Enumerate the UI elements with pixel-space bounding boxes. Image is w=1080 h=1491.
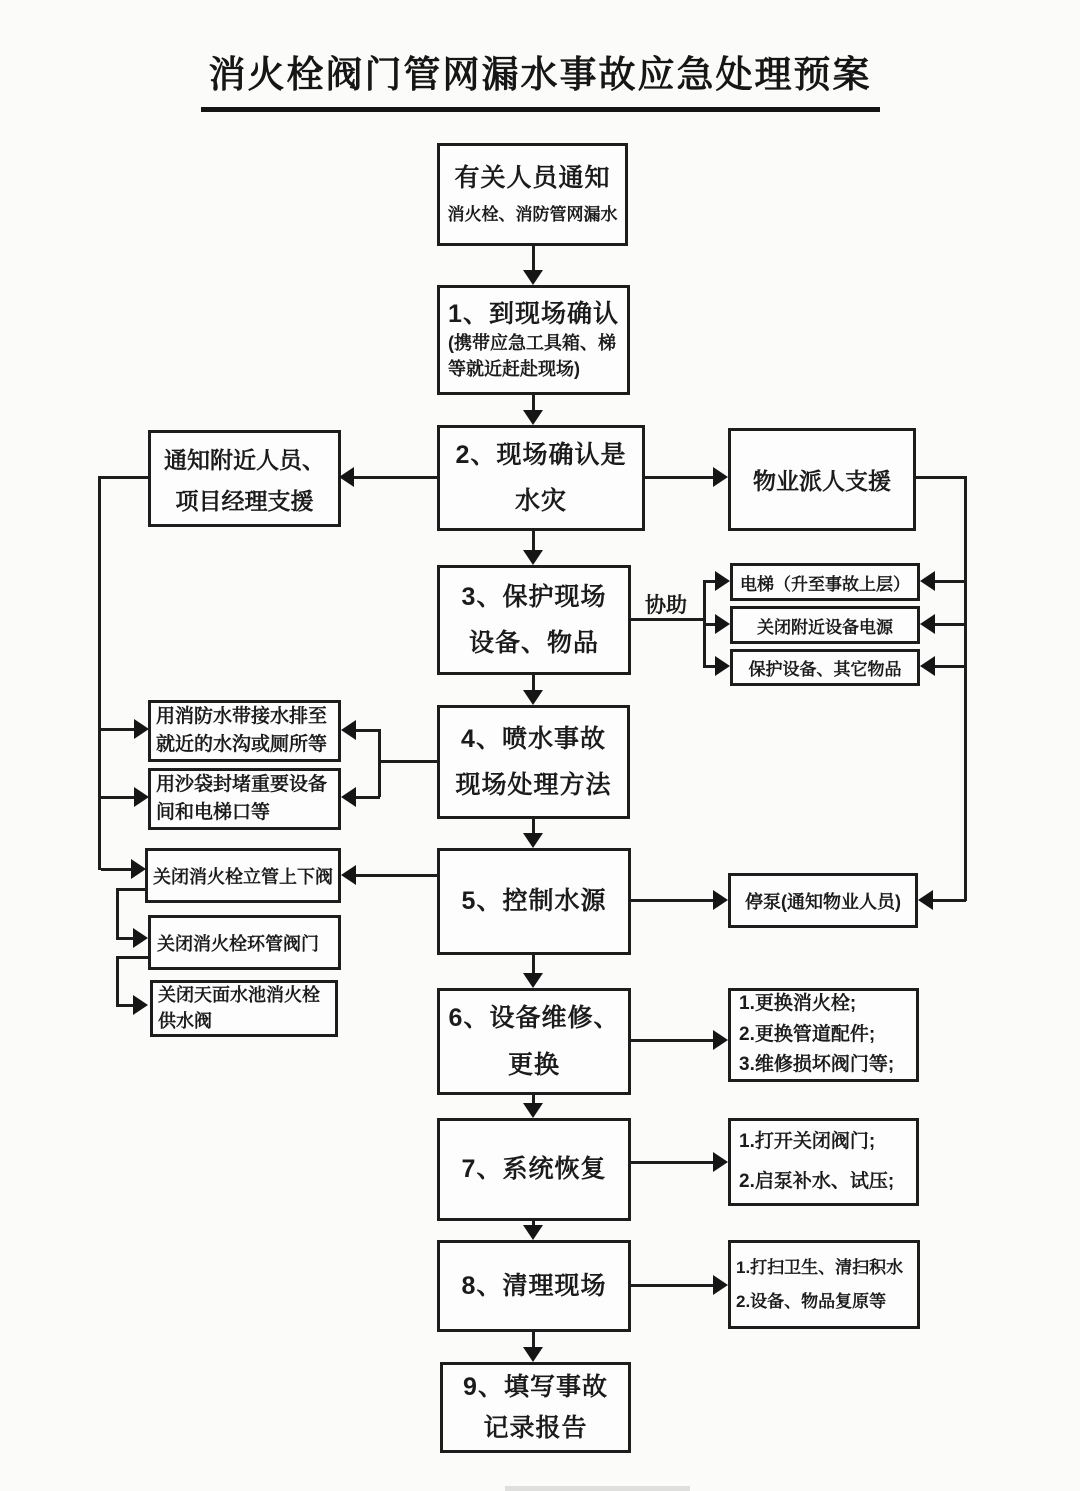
arrowhead-protect-left [715,656,730,676]
node-step4 [437,705,630,819]
node-close-riser-text: 关闭消火栓立管上下阀 [153,866,333,887]
rail-branch-power [935,623,966,626]
branch-hose-drain [356,729,380,732]
node-close-riser [145,848,341,903]
arrowhead-step7 [523,1103,543,1118]
repair-item-1: 1.更换消火栓; [739,993,857,1015]
node-step9 [440,1362,631,1453]
arrowhead-property [713,467,728,487]
node-step7 [437,1118,631,1221]
connector-step6-repair [631,1039,714,1042]
node-restore-list [728,1118,919,1206]
node-property-support-text: 物业派人支援 [753,468,891,494]
bottom-faint-bar [505,1486,690,1491]
node-notify [437,143,628,246]
node-close-roof-text: 关闭天面水池消火栓供水阀 [158,985,320,1031]
node-protect-items-text: 保护设备、其它物品 [748,660,902,679]
arrowhead-restore [713,1152,728,1172]
node-notify-line2: 消火栓、消防管网漏水 [447,204,618,224]
arrowhead-step2 [523,410,543,425]
arrowhead-elevator-left [715,571,730,591]
rail-branch-elevator [935,580,966,583]
node-step4-line2: 现场处理方法 [455,771,612,799]
node-close-ring-text: 关闭消火栓环管阀门 [157,933,319,954]
node-step6 [437,988,631,1095]
rail-branch-close-riser [101,868,131,871]
node-step8 [437,1240,631,1332]
elbow-a-vertical [116,888,119,940]
node-stop-pump-text: 停泵(通知物业人员) [745,891,901,912]
node-close-ring [148,915,341,970]
arrowhead-stop-pump-right [918,890,933,910]
arrowhead-close-riser [341,865,356,885]
node-elevator [730,563,920,601]
arrowhead-close-roof [133,995,148,1015]
rail-property-top [916,476,967,479]
connector-step7-restore [631,1161,714,1164]
arrowhead-step9 [523,1347,543,1362]
node-step8-text: 8、清理现场 [461,1271,607,1300]
node-notify-nearby [148,430,341,527]
node-step2-line1: 2、现场确认是 [455,440,627,469]
elbow-a-top [118,888,146,891]
page-title: 消火栓阀门管网漏水事故应急处理预案 [201,44,880,112]
rail-branch-stop-pump [933,899,966,902]
node-step5 [437,848,631,955]
arrowhead-sandbag-left [134,787,149,807]
connector-step4-branch [380,760,437,763]
branch-sandbag [356,796,380,799]
node-sandbag [148,768,341,830]
connector-step5-close-riser [356,874,437,877]
node-power-off [730,606,920,644]
step4-branch-vertical [378,729,381,797]
node-notify-line1: 有关人员通知 [454,164,611,193]
elbow-a-bottom [118,937,134,940]
node-step3-line2: 设备、物品 [468,629,599,657]
node-property-support [728,428,916,531]
clean-item-2: 2.设备、物品复原等 [736,1291,887,1311]
node-elevator-text: 电梯（升至事故上层） [740,574,910,594]
restore-item-1: 1.打开关闭阀门; [739,1131,876,1153]
node-step6-line1: 6、设备维修、 [448,1004,620,1032]
arrowhead-notify-nearby [339,467,354,487]
connector-step2-property [645,476,714,479]
elbow-b-bottom [118,1004,134,1007]
arrowhead-elevator-right [920,571,935,591]
elbow-b-top [118,956,149,959]
arrowhead-close-ring [133,928,148,948]
assist-label: 协助 [645,594,687,617]
clean-item-1: 1.打扫卫生、清扫积水 [736,1257,904,1277]
node-step2 [437,425,645,531]
node-step7-text: 7、系统恢复 [461,1155,607,1184]
arrowhead-stop-pump-left [713,890,728,910]
arrowhead-step6 [523,973,543,988]
node-hose-drain [148,700,341,762]
arrowhead-hose-drain [341,720,356,740]
repair-item-2: 2.更换管道配件; [739,1023,876,1045]
node-stop-pump [728,873,918,928]
restore-item-2: 2.启泵补水、试压; [739,1171,895,1192]
arrowhead-hose-left [134,719,149,739]
arrowhead-power-left [715,614,730,634]
arrowhead-step1 [523,270,543,285]
node-step9-line1: 9、填写事故 [463,1373,608,1401]
arrowhead-sandbag [341,787,356,807]
rail-branch-protect [935,665,966,668]
arrowhead-clean [713,1275,728,1295]
rail-left-top [100,476,148,479]
connector-step8-clean [631,1284,714,1287]
node-notify-nearby-line2: 项目经理支援 [175,487,314,514]
connector-notify-step1 [532,245,535,273]
node-step9-line2: 记录报告 [483,1413,588,1442]
node-step1-line1: 1、到现场确认 [448,299,619,328]
page-title-wrap [0,44,1080,112]
rail-property-vertical [964,476,967,901]
arrowhead-step8 [523,1225,543,1240]
node-step4-line1: 4、喷水事故 [461,724,606,753]
node-step1-line2: (携带应急工具箱、梯等就近赶赴现场) [448,333,616,380]
elbow-b-vertical [116,956,119,1007]
arrowhead-power-right [920,614,935,634]
node-step3-line1: 3、保护现场 [461,582,607,611]
node-power-off-text: 关闭附近设备电源 [757,617,893,637]
node-step2-line2: 水灾 [514,487,567,515]
arrowhead-step3 [523,550,543,565]
node-close-roof [150,980,338,1037]
node-hose-drain-text: 用消防水带接水排至就近的水沟或厕所等 [156,705,328,755]
arrowhead-close-riser-left [131,859,146,879]
arrowhead-repair [713,1030,728,1050]
rail-left-vertical [98,476,101,870]
rail-branch-sandbag [101,796,134,799]
arrowhead-protect-right [920,656,935,676]
node-clean-list [728,1240,920,1329]
rail-branch-hose [101,728,134,731]
node-step3 [437,565,631,675]
connector-step2-notify-nearby [353,476,437,479]
node-step6-line2: 更换 [507,1050,560,1079]
node-protect-items [730,649,920,686]
node-repair-list [728,988,919,1082]
connector-step3-assist [631,618,705,621]
connector-step5-stop-pump [631,899,714,902]
node-step5-text: 5、控制水源 [461,887,607,916]
repair-item-3: 3.维修损坏阀门等; [739,1054,895,1076]
arrowhead-step4 [523,690,543,705]
node-step1 [437,285,630,395]
arrowhead-step5 [523,833,543,848]
node-notify-nearby-line1: 通知附近人员、 [164,446,325,473]
node-sandbag-text: 用沙袋封堵重要设备间和电梯口等 [156,773,328,823]
